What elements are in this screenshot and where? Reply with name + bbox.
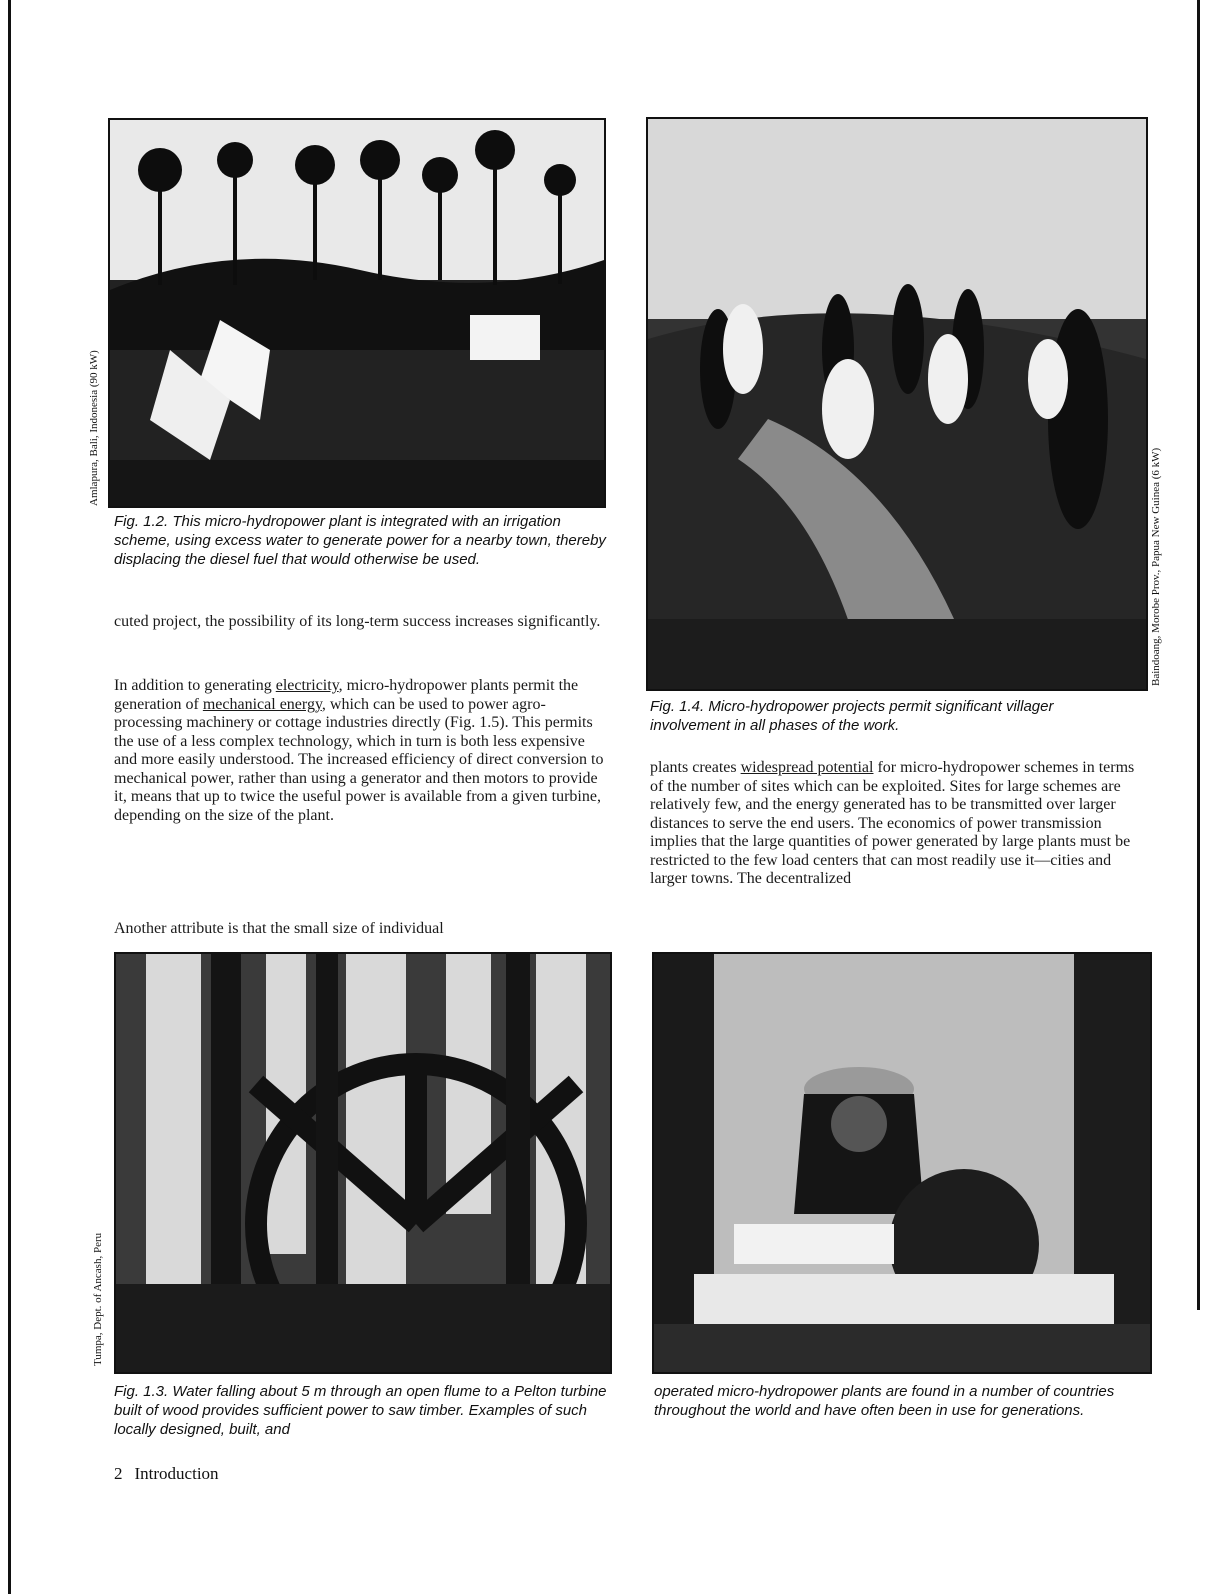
- right-text-a: plants creates: [650, 759, 741, 776]
- para2-text-a: In addition to generating: [114, 677, 276, 694]
- page-number: 2: [114, 1464, 123, 1483]
- body-paragraph-2: [114, 677, 610, 825]
- fig-1-3-caption: Fig. 1.3. Water falling about 5 m through an open flume to a Pelton turbine built of wood provides sufficient power to saw timber. Examples of such locally designed, built, and: [114, 1383, 607, 1438]
- fig-1-2-credit: Amlapura, Bali, Indonesia (90 kW): [88, 350, 100, 506]
- right-text-b: for micro-hydropower schemes in terms of the number of sites which can be exploited. Sites for large schemes are relatively few, and the energy generated has to be transmitted over larger distances to serve the end users. The economics of power transmission implies that the large quantities of power generated by large plants must be restricted to the few load centers that can most readily use it—cities and larger towns. The decentralized: [650, 759, 1135, 887]
- body-paragraph-right: [650, 759, 1148, 889]
- fig-1-3-image: [116, 954, 610, 1372]
- section-title: Introduction: [134, 1464, 219, 1483]
- body-paragraph-1: cuted project, the possibility of its long-term success increases significantly.: [114, 613, 601, 630]
- para2-text-c: , which can be used to power agro-processing machinery or cottage industries directly (Fig. 1.5). This permits the use of a less complex technology, which in turn is both less expensive and more easily understood. The increased efficiency of direct conversion to mechanical power, rather than using a generator and then motors to provide it, means that up to twice the useful power is available from a given turbine, depending on the size of the plant.: [114, 695, 604, 824]
- page-edge-right: [1197, 0, 1200, 1310]
- fig-1-2-photo: [108, 118, 606, 508]
- fig-1-4-credit: Baindoang, Morobe Prov., Papua New Guinea (6 kW): [1150, 447, 1162, 686]
- fig-1-4-caption: Fig. 1.4. Micro-hydropower projects permit significant villager involvement in all phases of the work.: [650, 698, 1054, 734]
- page-edge-left: [8, 0, 11, 1594]
- fig-1-2-image: [110, 120, 604, 506]
- body-paragraph-3: Another attribute is that the small size of individual: [114, 920, 444, 937]
- term-electricity: electricity: [275, 677, 339, 694]
- fig-1-3-credit: Tumpa, Dept. of Ancash, Peru: [92, 1232, 104, 1366]
- term-mechanical-energy: mechanical energy: [202, 695, 322, 713]
- fig-1-5-image: [654, 954, 1150, 1372]
- page-footer: [114, 1464, 219, 1484]
- fig-1-3-photo: [114, 952, 612, 1374]
- fig-1-2-caption: Fig. 1.2. This micro-hydropower plant is integrated with an irrigation scheme, using excess water to generate power for a nearby town, thereby displacing the diesel fuel that would otherwise be used.: [114, 513, 606, 568]
- term-widespread-potential: widespread potential: [740, 759, 874, 776]
- fig-1-4-photo: [646, 117, 1148, 691]
- fig-1-4-image: [648, 119, 1146, 689]
- para2-text-b: , micro-hydropower plants permit the generation of: [114, 677, 579, 713]
- fig-1-5-photo: [652, 952, 1152, 1374]
- fig-1-5-caption: operated micro-hydropower plants are found in a number of countries throughout the world and have often been in use for generations.: [654, 1383, 1115, 1419]
